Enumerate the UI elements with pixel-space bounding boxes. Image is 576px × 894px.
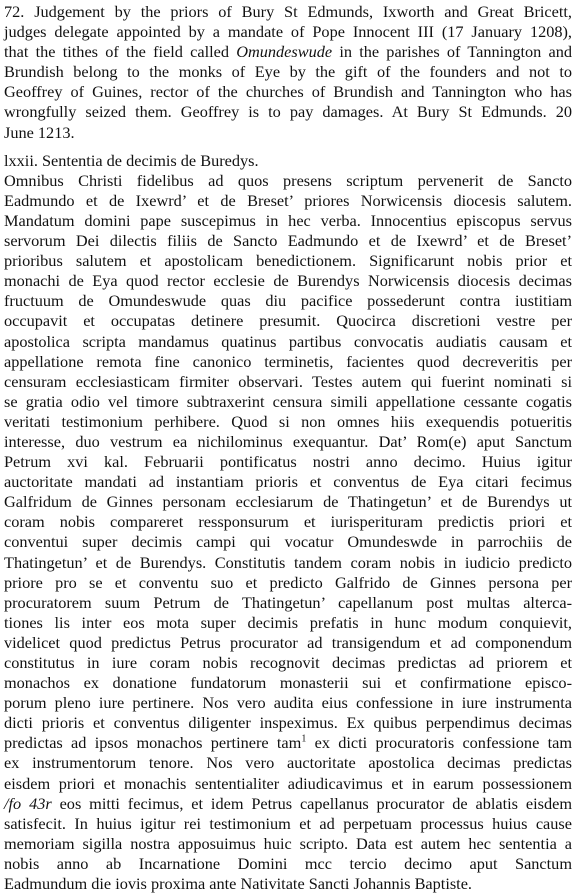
latin-line: eisdem priori et monachis sententialiter adiudicavimus et in earum possessionem bbox=[4, 773, 572, 793]
latin-line: ex instrumentorum tenore. Nos vero auctoritate apostolica decimas predictas bbox=[4, 753, 572, 773]
latin-line: memoriam sigilla nostra apposuimus huic scripto. Data est autem hec sententia a bbox=[4, 833, 572, 853]
summary-paragraph bbox=[4, 2, 572, 143]
latin-line: priore pro se et conventu suo et predicto Galfrido de Ginnes persona per bbox=[4, 572, 572, 592]
latin-line: Galfridum de Ginnes personam ecclesiarum de Thatingetun’ et de Burendys ut bbox=[4, 492, 572, 512]
latin-line: coram nobis compareret ressponsurum et iurisperituram predictis priori et bbox=[4, 512, 572, 532]
latin-line: prioribus salutem et apostolicam benedictionem. Significarunt nobis prior et bbox=[4, 251, 572, 271]
latin-line: servorum Dei dilectis filiis de Sancto Eadmundo et de Ixewrd’ et de Breset’ bbox=[4, 231, 572, 251]
latin-line: se gratia odio vel timore subtraxerint censura simili appellatione cessante cogatis bbox=[4, 391, 572, 411]
summary-line: Geoffrey of Guines, rector of the churches of Brundish and Tannington who has bbox=[4, 82, 572, 102]
summary-line: Brundish belong to the monks of Eye by the gift of the founders and not to bbox=[4, 62, 572, 82]
latin-line: Omnibus Christi fidelibus ad quos presens scriptum pervenerit de Sancto bbox=[4, 170, 572, 190]
summary-line: judges delegate appointed by a mandate of Pope Innocent III (17 January 1208), bbox=[4, 22, 572, 42]
latin-line: Mandatum domini pape suscepimus in hec verba. Innocentius episcopus servus bbox=[4, 210, 572, 230]
summary-line: June 1213. bbox=[4, 122, 75, 142]
latin-line: monachi de Eya quod rector ecclesie de Burendys Norwicensis diocesis decimas bbox=[4, 271, 572, 291]
latin-line: interesse, duo vestrum ea nichilominus exequantur. Dat’ Rom(e) aput Sanctum bbox=[4, 431, 572, 451]
latin-line: porum pleno iure pertinere. Nos vero audita eius confessione in iure instrumenta bbox=[4, 693, 572, 713]
latin-line: nobis anno ab Incarnatione Domini mcc tercio decimo aput Sanctum bbox=[4, 853, 572, 873]
charter-heading: lxxii. Sententia de decimis de Buredys. bbox=[4, 150, 259, 170]
folio-marker: /fo 43r bbox=[4, 793, 52, 813]
latin-line: /fo 43r eos mitti fecimus, et idem Petrus capellanus procurator de ablatis eisdem bbox=[4, 793, 572, 813]
summary-line: wrongfully seized them. Geoffrey is to pay damages. At Bury St Edmunds. 20 bbox=[4, 102, 572, 122]
latin-line: apostolica scripta mandamus quatinus partibus convocatis audiatis causam et bbox=[4, 331, 572, 351]
latin-line: constitutus in iure coram nobis recognovit decimas predictas ad priorem et bbox=[4, 653, 572, 672]
latin-line: videlicet quod predictus Petrus procurator ad transigendum et ad componendum bbox=[4, 632, 572, 652]
summary-line: 72. Judgement by the priors of Bury St Edmunds, Ixworth and Great Bricett, bbox=[4, 2, 572, 21]
latin-line: Eadmundum die iovis proxima ante Nativitate Sancti Johannis Baptiste. bbox=[4, 874, 472, 894]
charter-text bbox=[4, 151, 572, 894]
latin-line: dicti prioris et conventus diligenter inspeximus. Ex quibus perpendimus decimas bbox=[4, 713, 572, 733]
latin-line: satisfecit. In huius igitur rei testimonium et ad perpetuam processus huius cause bbox=[4, 813, 572, 833]
latin-line: appellatione remota fine canonico terminetis, facientes quod decreveritis per bbox=[4, 351, 572, 371]
latin-line: predictas ad ipsos monachos pertinere tam$^1$ ex dicti procuratoris confessione tam bbox=[4, 733, 572, 753]
latin-line: tiones lis inter eos mota super decimis prefatis in hunc modum conquievit, bbox=[4, 612, 572, 632]
latin-line: procuratorem suum Petrum de Thatingetun’ capellanum post multas alterca- bbox=[4, 592, 572, 612]
latin-line: Thatingetun’ et de Burendys. Constitutis tandem coram nobis in iudicio predicto bbox=[4, 552, 572, 572]
latin-line: monachos ex donatione fundatorum monasterii sui et confirmatione episco- bbox=[4, 673, 572, 693]
latin-line: occupavit et occupatas detinere presumit. Quocirca discretioni vestre per bbox=[4, 311, 572, 331]
latin-line: Eadmundo et de Ixewrd’ et de Breset’ priores Norwicensis diocesis salutem. bbox=[4, 190, 572, 210]
latin-line: auctoritate mandati ad instantiam prioris et conventus de Eya citari fecimus bbox=[4, 472, 572, 492]
latin-line: conventui super decimis campi qui vocatur Omundeswde in parrochiis de bbox=[4, 532, 572, 552]
latin-line: fructuum de Omundeswude quas diu pacifice possederunt contra iustitiam bbox=[4, 291, 572, 311]
summary-line: that the tithes of the field called Omundeswude in the parishes of Tannington and bbox=[4, 42, 572, 62]
footnote-marker: 1 bbox=[301, 733, 307, 745]
latin-line: censuram ecclesiasticam firmiter observari. Testes autem qui fuerint nominati si bbox=[4, 371, 572, 391]
latin-line: veritati testimonium perhibere. Quod si non omnes hiis exequendis potueritis bbox=[4, 411, 572, 431]
latin-line: Petrum xvi kal. Februarii pontificatus nostri anno decimo. Huius igitur bbox=[4, 452, 572, 472]
